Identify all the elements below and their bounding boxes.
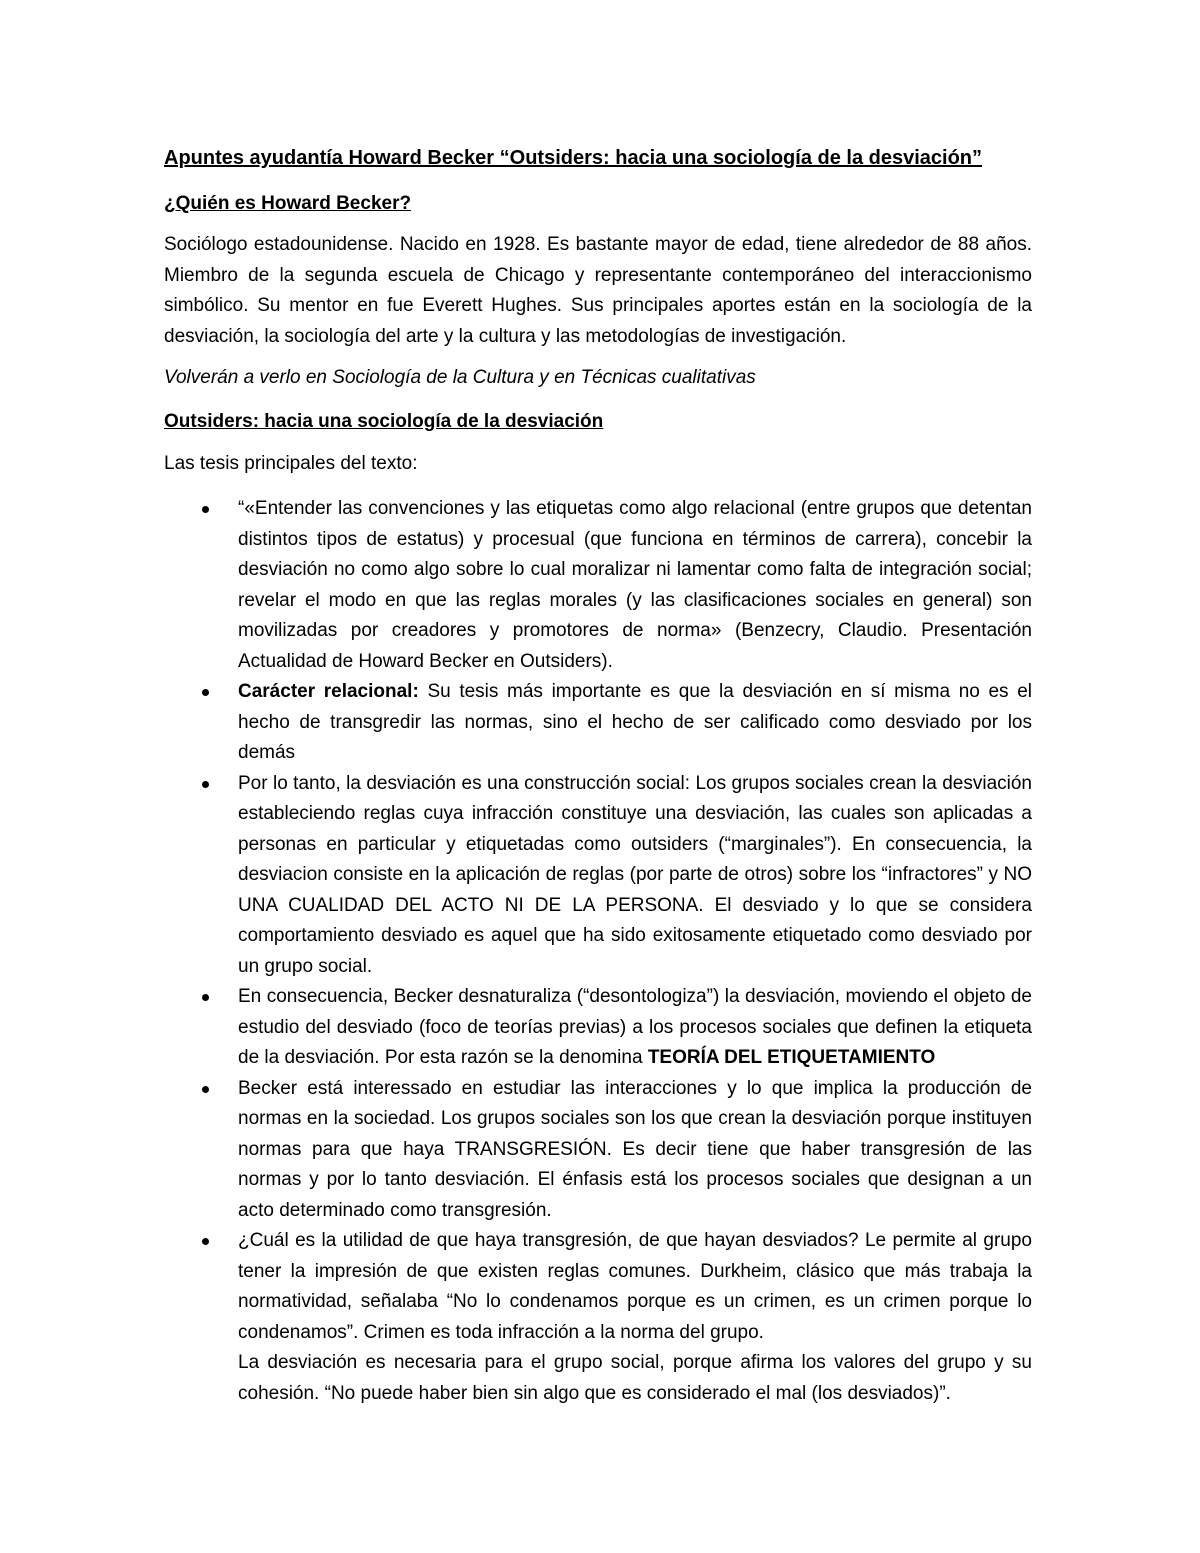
bio-paragraph: Sociólogo estadounidense. Nacido en 1928. Es bastante mayor de edad, tiene alrededor de 88 años. Miembro de la segunda escuela de Chicago y representante contemporáneo del interaccionismo simbólico. Su mentor en fue Everett Hughes. Sus principales aportes están en la sociología de la desviación, la sociología del arte y la cultura y las metodologías de investigación. — [164, 234, 1032, 347]
bullet-icon — [202, 1238, 209, 1245]
list-item — [164, 1074, 1032, 1227]
list-item — [164, 494, 1032, 677]
list-item-text: Su tesis más importante es que la desviación en sí misma no es el hecho de transgredir las normas, sino el hecho de ser calificado como desviado por los demás — [238, 681, 1032, 763]
list-continuation: La desviación es necesaria para el grupo social, porque afirma los valores del grupo y su cohesión. “No puede haber bien sin algo que es considerado el mal (los desviados)”. — [238, 1352, 1032, 1404]
bullet-icon — [202, 506, 209, 513]
bullet-icon — [202, 689, 209, 696]
section-heading-who: ¿Quién es Howard Becker? — [164, 193, 412, 214]
list-item-text: Por lo tanto, la desviación es una construcción social: Los grupos sociales crean la desviación estableciendo reglas cuya infracción constituye una desviación, las cuales son aplicadas a personas en particular y etiquetadas como outsiders (“marginales”). En consecuencia, la desviacion consiste en la aplicación de reglas (por parte de otros) sobre los “infractores” y NO UNA CUALIDAD DEL ACTO NI DE LA PERSONA. El desviado y lo que se considera comportamiento desviado es aquel que ha sido exitosamente etiquetado como desviado por un grupo social. — [238, 772, 1032, 977]
list-item-text: En consecuencia, Becker desnaturaliza (“desontologiza”) la desviación, moviendo el objeto de estudio del desviado (foco de teorías previas) a los procesos sociales que definen la etiqueta de la desviación. Por esta razón se la denomina — [238, 986, 1032, 1068]
bullet-icon — [202, 1086, 209, 1093]
bullet-icon — [202, 781, 209, 788]
bullet-icon — [202, 994, 209, 1001]
document-title: Apuntes ayudantía Howard Becker “Outsiders: hacia una sociología de la desviación” — [164, 147, 983, 169]
theses-intro: Las tesis principales del texto: — [164, 453, 418, 474]
section-heading-outsiders: Outsiders: hacia una sociología de la desviación — [164, 411, 604, 432]
list-item — [164, 769, 1032, 983]
list-item-lead: Carácter relacional: — [238, 681, 419, 702]
list-item-text: “«Entender las convenciones y las etiquetas como algo relacional (entre grupos que detentan distintos tipos de estatus) y procesual (que funciona en términos de carrera), concebir la desviación no como algo sobre lo cual moralizar ni lamentar como falta de integración social; revelar el modo en que las reglas morales (y las clasificaciones sociales en general) son movilizadas por creadores y promotores de norma» (Benzecry, Claudio. Presentación Actualidad de Howard Becker en Outsiders). — [238, 498, 1032, 672]
list-item-bold-term: TEORÍA DEL ETIQUETAMIENTO — [647, 1047, 936, 1068]
list-item — [164, 677, 1032, 769]
list-item — [164, 1226, 1032, 1348]
list-item — [164, 982, 1032, 1074]
list-item-text: Becker está interessado en estudiar las interacciones y lo que implica la producción de normas en la sociedad. Los grupos sociales son los que crean la desviación porque instituyen normas para que haya TRANSGRESIÓN. Es decir tiene que haber transgresión de las normas y por lo tanto desviación. El énfasis está los procesos sociales que designan a un acto determinado como transgresión. — [238, 1077, 1032, 1221]
course-note: Volverán a verlo en Sociología de la Cultura y en Técnicas cualitativas — [164, 367, 756, 388]
list-item-text: ¿Cuál es la utilidad de que haya transgresión, de que hayan desviados? Le permite al grupo tener la impresión de que existen reglas comunes. Durkheim, clásico que más trabaja la normatividad, señalaba “No lo condenamos porque es un crimen, es un crimen porque lo condenamos”. Crimen es toda infracción a la norma del grupo. — [238, 1230, 1032, 1343]
theses-list — [164, 494, 1032, 1348]
